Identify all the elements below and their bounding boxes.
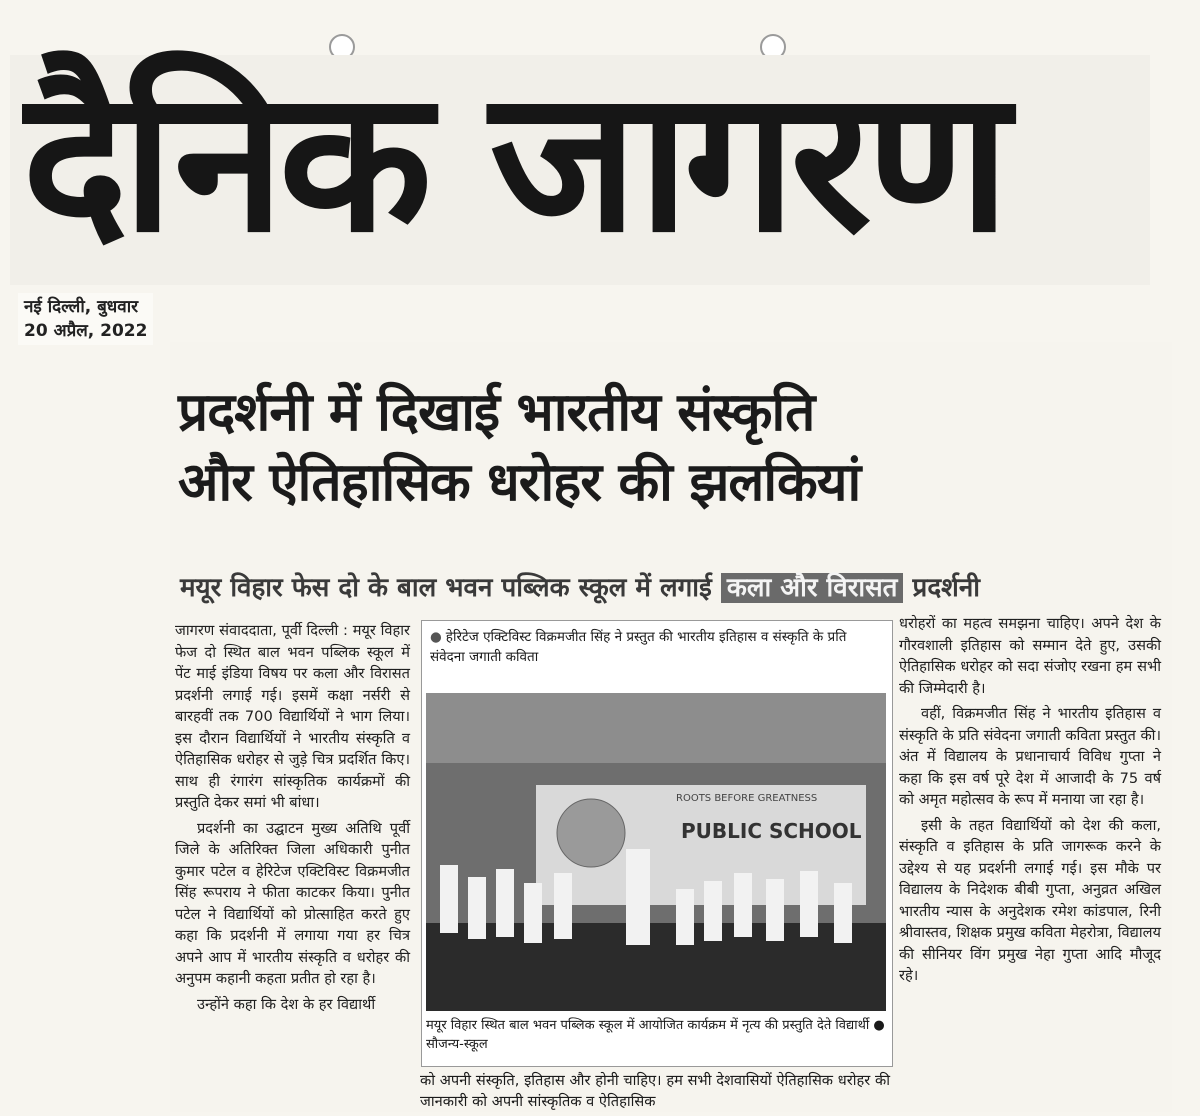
- student-figure: [468, 877, 486, 939]
- stage-performance-photo: [426, 693, 886, 1011]
- article-left-column: [175, 620, 410, 1019]
- student-figure: [766, 879, 784, 941]
- dateline-date: 20 अप्रैल, 2022: [24, 321, 148, 341]
- student-figure: [734, 873, 752, 937]
- photo-credit: सौजन्य-स्कूल: [426, 1037, 488, 1052]
- subhead-tag: कला और विरासत: [721, 573, 904, 603]
- banner-emblem: [557, 799, 625, 867]
- student-figure: [676, 889, 694, 945]
- article-subhead: [180, 570, 1170, 606]
- photo-caption-bottom: मयूर विहार स्थित बाल भवन पब्लिक स्कूल में आयोजित कार्यक्रम में नृत्य की प्रस्तुति देते विद्यार्थी ● सौजन्य-स्कूल: [426, 1018, 885, 1052]
- lead-dancer-figure: [626, 849, 650, 945]
- student-figure: [704, 881, 722, 941]
- photo-caption-top: ● हेरिटेज एक्टिविस्ट विक्रमजीत सिंह ने प्रस्तुत की भारतीय इतिहास व संस्कृति के प्रति संवेदना जगाती कविता: [430, 629, 847, 665]
- banner-text: ROOTS BEFORE GREATNESS: [676, 793, 818, 804]
- article-right-column: [899, 613, 1161, 991]
- right-paragraph-2: वहीं, विक्रमजीत सिंह ने भारतीय इतिहास व संस्कृति के प्रति संवेदना जगाती कविता प्रस्तुत की। अंत में विद्यालय के प्रधानाचार्य विविध गुप्ता ने कहा कि इस वर्ष पूरे देश में आजादी के 75 वर्ष को अमृत महोत्सव के रूप में मनाया जा रहा है।: [899, 705, 1161, 808]
- newspaper-masthead: दैनिक जागरण: [22, 48, 1005, 276]
- article-bottom-text: को अपनी संस्कृति, इतिहास और होनी चाहिए। हम सभी देशवासियों ऐतिहासिक धरोहर की जानकारी को अपनी सांस्कृतिक व ऐतिहासिक: [420, 1072, 890, 1110]
- banner-word: PUBLIC SCHOOL: [681, 819, 862, 843]
- student-figure: [800, 871, 818, 937]
- student-figure: [554, 873, 572, 939]
- student-figure: [496, 869, 514, 937]
- subhead-after: प्रदर्शनी: [912, 573, 980, 603]
- article-headline: [178, 378, 1158, 518]
- left-paragraph-3: उन्होंने कहा कि देश के हर विद्यार्थी: [197, 995, 376, 1013]
- photo-box: [421, 620, 893, 1067]
- dateline-place-day: नई दिल्ली, बुधवार: [24, 297, 139, 317]
- headline-line-1: प्रदर्शनी में दिखाई भारतीय संस्कृति: [178, 382, 815, 443]
- student-figure: [524, 883, 542, 943]
- ceiling: [426, 693, 886, 763]
- subhead-before: मयूर विहार फेस दो के बाल भवन पब्लिक स्कूल में लगाई: [180, 573, 712, 603]
- headline-line-2: और ऐतिहासिक धरोहर की झलकियां: [178, 452, 861, 513]
- left-paragraph-1: जागरण संवाददाता, पूर्वी दिल्ली : मयूर विहार फेज दो स्थित बाल भवन पब्लिक स्कूल में पेंट माई इंडिया विषय पर कला और विरासत प्रदर्शनी लगाई गई। इसमें कक्षा नर्सरी से बारहवीं तक 700 विद्यार्थियों ने भाग लिया। इस दौरान विद्यार्थियों ने भारतीय संस्कृति व ऐतिहासिक धरोहर से जुड़े चित्र प्रदर्शित किए। साथ ही रंगारंग सांस्कृतिक कार्यक्रमों की प्रस्तुति देकर समां भी बांधा।: [175, 622, 410, 811]
- stage-photo-illustration: [426, 693, 886, 1011]
- student-figure: [440, 865, 458, 933]
- dateline: [18, 293, 153, 345]
- bullet-icon: ●: [869, 1018, 885, 1033]
- bullet-icon: ●: [430, 629, 442, 645]
- student-figure: [834, 883, 852, 943]
- right-paragraph-3: इसी के तहत विद्यार्थियों को देश की कला, संस्कृति व इतिहास के प्रति जागरूक करने के उद्देश्य से यह प्रदर्शनी लगाई गई। इस मौके पर विद्यालय के निदेशक बीबी गुप्ता, अनुव्रत अखिल भारतीय न्यास के अनुदेशक रमेश कांडपाल, रिनी श्रीवास्तव, शिक्षक प्रमुख कविता मेहरोत्रा, विद्यालय की सीनियर विंग प्रमुख नेहा गुप्ता आदि मौजूद रहे।: [899, 816, 1161, 984]
- right-paragraph-1: धरोहरों का महत्व समझना चाहिए। अपने देश के गौरवशाली इतिहास को सम्मान देते हुए, उसकी ऐतिहासिक धरोहर को सदा संजोए रखना हम सभी की जिम्मेदारी है।: [899, 615, 1161, 697]
- left-paragraph-2: प्रदर्शनी का उद्घाटन मुख्य अतिथि पूर्वी जिले के अतिरिक्त जिला अधिकारी पुनीत कुमार पटेल व हेरिटेज एक्टिविस्ट विक्रमजीत सिंह रूपराय ने फीता काटकर किया। पुनीत पटेल ने विद्यार्थियों को प्रोत्साहित करते हुए कहा कि प्रदर्शनी में लगाया गया हर चित्र अपने आप में भारतीय संस्कृति व धरोहर की अनुपम कहानी कहता प्रतीत हो रहा है।: [175, 819, 410, 987]
